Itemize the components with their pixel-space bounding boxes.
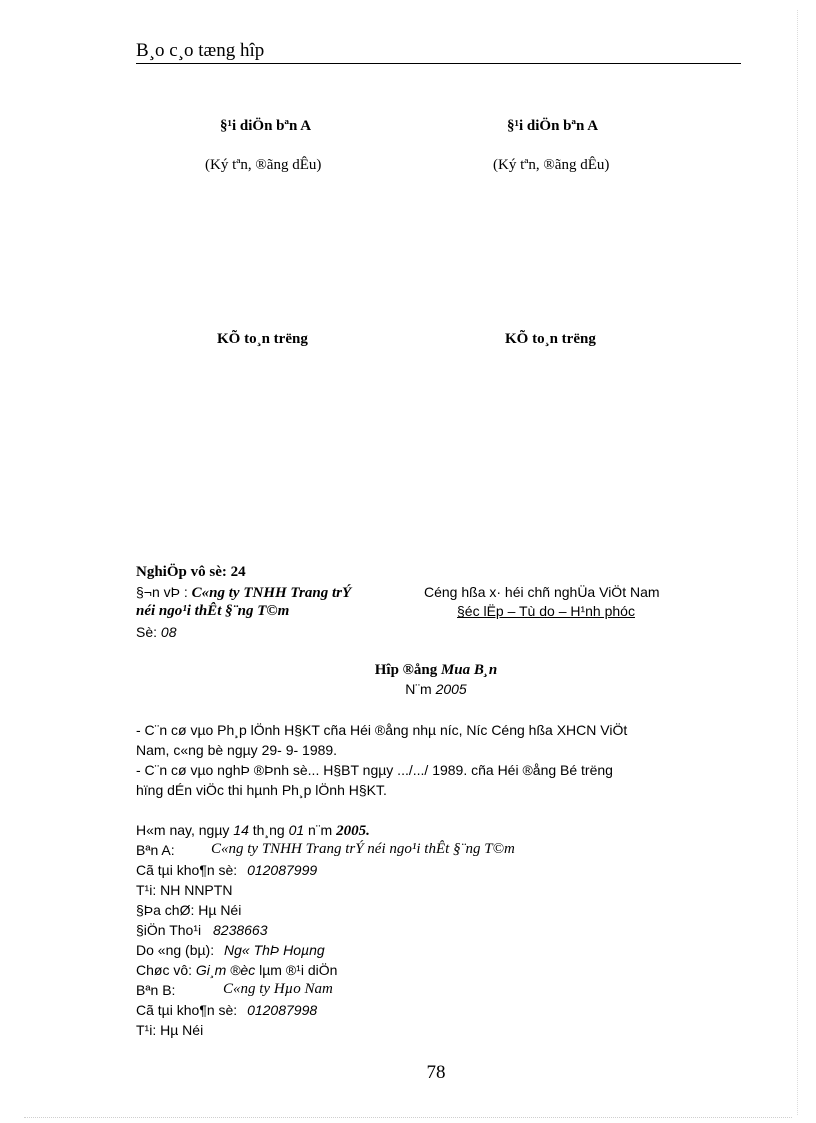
document-number-label: Sè: (136, 624, 158, 640)
document-number-value: 08 (160, 624, 177, 640)
date-day: 14 (233, 822, 249, 838)
republic-heading: Céng hßa x· héi chñ nghÜa ViÖt Nam (424, 584, 660, 600)
party-b-value: C«ng ty Hµo Nam (223, 981, 333, 997)
party-b-account-label: Cã tµi kho¶n sè: (136, 1002, 238, 1018)
date-month: 01 (288, 822, 305, 838)
contract-year (0, 681, 816, 697)
signature-right-sub: (Ký tªn, ®ãng dÊu) (493, 157, 610, 173)
unit-label: §¬n vÞ : (136, 584, 188, 600)
representative-label: Do «ng (bµ): (136, 942, 215, 958)
party-a-account-label: Cã tµi kho¶n sè: (136, 862, 238, 878)
accountant-left-title: KÕ to¸n trëng (217, 331, 308, 347)
page-edge-bottom (24, 1117, 792, 1118)
date-prefix: H«m nay, ngµy (136, 822, 230, 838)
contract-title-main: Hîp ®ång (374, 662, 438, 678)
unit-name-2: néi ngo¹i thÊt §¨ng T©m (136, 603, 290, 619)
signature-right-title: §¹i diÖn bªn A (507, 118, 599, 134)
phone-label: §iÖn Tho¹i (136, 922, 202, 938)
basis-1-line-2: Nam, c«ng bè ngµy 29- 9- 1989. (136, 742, 338, 758)
party-a-value: C«ng ty TNHH Trang trÝ néi ngo¹i thÊt §¨ng T©m (211, 841, 515, 857)
page-number: 78 (426, 1062, 446, 1083)
party-a-label: Bªn A: (136, 842, 175, 858)
date-year: 2005. (336, 823, 370, 839)
document-number (136, 624, 176, 640)
role-tail: lµm ®¹i diÖn (259, 962, 338, 978)
date-line (136, 822, 370, 840)
date-year-label: n¨m (308, 822, 333, 838)
party-a-representative (136, 942, 325, 958)
signature-left-sub: (Ký tªn, ®ãng dÊu) (205, 157, 322, 173)
party-a-account-value: 012087999 (247, 862, 318, 878)
party-a-bank: T¹i: NH NNPTN (136, 882, 233, 898)
motto: §éc lËp – Tù do – H¹nh phóc (457, 603, 635, 619)
contract-title-type: Mua B¸n (440, 662, 498, 678)
party-a-account (136, 862, 317, 878)
party-b-bank: T¹i: Hµ Néi (136, 1022, 204, 1038)
unit-line-1 (136, 584, 351, 602)
header-rule (136, 63, 741, 64)
party-a-phone (136, 922, 268, 938)
representative-value: Ng« ThÞ Hoµng (224, 942, 325, 958)
accountant-right-title: KÕ to¸n trëng (505, 331, 596, 347)
contract-title (0, 662, 816, 679)
task-number: NghiÖp vô sè: 24 (136, 564, 246, 580)
basis-2-line-2: hïng dÉn viÖc thi hµnh Ph¸p lÖnh H§KT. (136, 782, 387, 798)
contract-year-label: N¨m (405, 681, 432, 697)
phone-value: 8238663 (213, 922, 268, 938)
contract-year-value: 2005 (435, 681, 467, 697)
header-title: B¸o c¸o tæng hîp (136, 40, 265, 61)
party-a-role (136, 962, 337, 978)
party-a-address: §Þa chØ: Hµ Néi (136, 902, 242, 918)
basis-1-line-1: - C¨n cø vµo Ph¸p lÖnh H§KT cña Héi ®ång nhµ níc, Níc Céng hßa XHCN ViÖt (136, 722, 628, 738)
unit-name-1: C«ng ty TNHH Trang trÝ (191, 585, 352, 601)
party-b-account (136, 1002, 317, 1018)
basis-2-line-1: - C¨n cø vµo nghÞ ®Þnh sè... H§BT ngµy .../.../ 1989. cña Héi ®ång Bé trëng (136, 762, 613, 778)
role-value: Gi¸m ®èc (195, 962, 256, 978)
party-b-label: Bªn B: (136, 982, 176, 998)
signature-left-title: §¹i diÖn bªn A (220, 118, 312, 134)
date-month-label: th¸ng (252, 822, 285, 838)
page-edge-right (797, 10, 798, 1115)
party-b-account-value: 012087998 (247, 1002, 318, 1018)
role-label: Chøc vô: (136, 962, 193, 978)
